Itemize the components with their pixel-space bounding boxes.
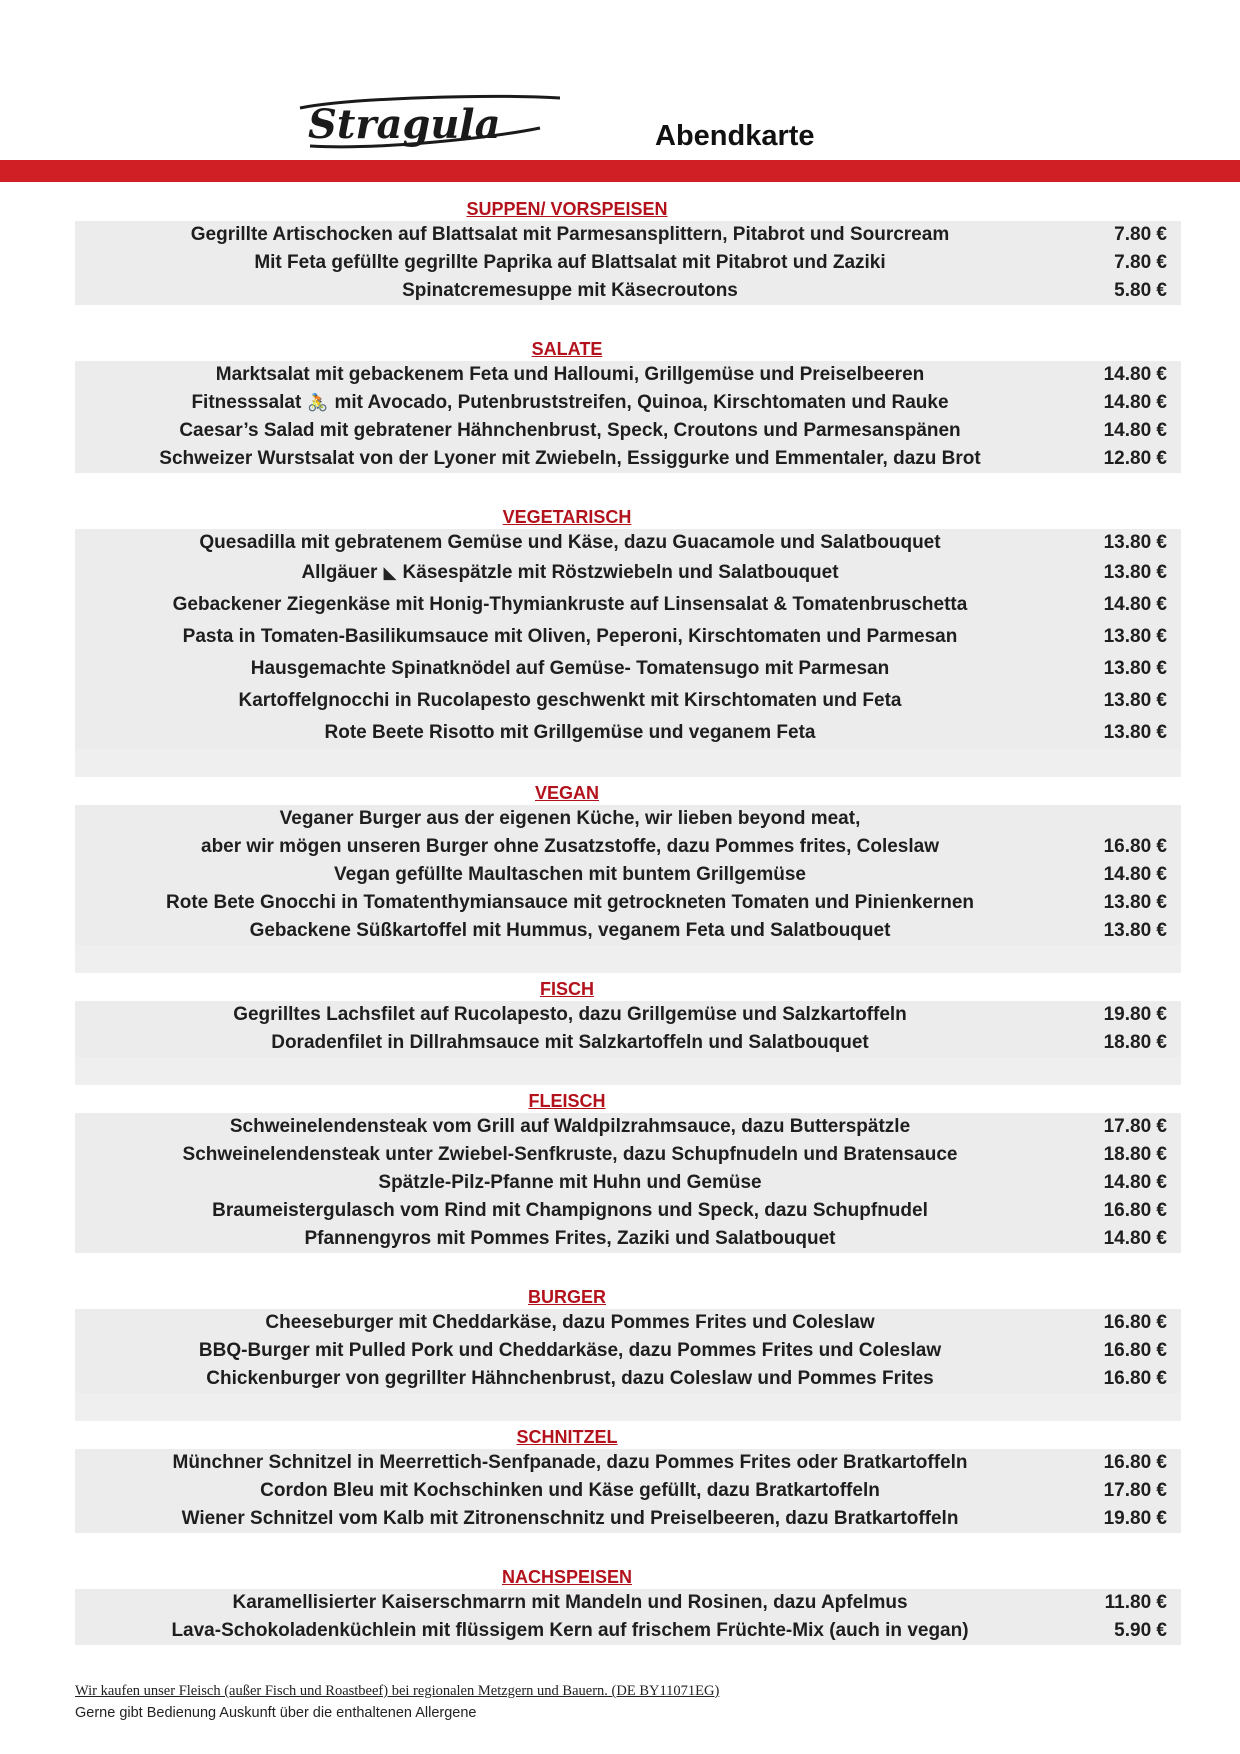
menu-item [75,917,1181,945]
menu-item [75,589,1181,621]
menu-item-price: 16.80 € [1103,1200,1167,1221]
menu-item-name: Doradenfilet in Dillrahmsauce mit Salzkartoffeln und Salatbouquet [271,1032,869,1053]
section-spacer [75,945,1181,973]
menu-item-price: 12.80 € [1103,448,1167,469]
menu-item-price: 13.80 € [1103,626,1167,647]
menu-item [75,1225,1181,1253]
section-heading-row [75,1281,1181,1309]
menu-item-price: 13.80 € [1103,722,1167,743]
menu-item-name: Caesar’s Salad mit gebratener Hähnchenbrust, Speck, Croutons und Parmesanspänen [179,420,961,441]
menu-item-name: Rote Beete Risotto mit Grillgemüse und veganem Feta [324,722,816,743]
menu-item-name: Wiener Schnitzel vom Kalb mit Zitronenschnitz und Preiselbeeren, dazu Bratkartoffeln [181,1508,959,1529]
menu-item-name: Gebackene Süßkartoffel mit Hummus, veganem Feta und Salatbouquet [249,920,891,941]
menu-item [75,445,1181,473]
menu-item [75,1449,1181,1477]
section-heading: SUPPEN/ VORSPEISEN [466,199,668,219]
menu-item-name: Gegrilltes Lachsfilet auf Rucolapesto, dazu Grillgemüse und Salzkartoffeln [233,1004,907,1025]
page-title: Abendkarte [655,120,815,152]
menu-item-name-part: mit Avocado, Putenbruststreifen, Quinoa, Kirschtomaten und Rauke [334,392,949,413]
section-spacer [75,1057,1181,1085]
menu-item [75,417,1181,445]
menu-item [75,1113,1181,1141]
menu-item-name [75,557,1065,589]
section-heading-row [75,333,1181,361]
section-heading: VEGETARISCH [502,507,632,527]
menu-item-name: Gebackener Ziegenkäse mit Honig-Thymiankruste auf Linsensalat & Tomatenbruschetta [172,594,968,615]
menu-item-price: 14.80 € [1103,420,1167,441]
menu-item-name: Karamellisierter Kaiserschmarrn mit Mandeln und Rosinen, dazu Apfelmus [232,1592,908,1613]
menu-item-name: Schweizer Wurstsalat von der Lyoner mit Zwiebeln, Essiggurke und Emmentaler, dazu Brot [159,448,981,469]
section-heading-row [75,777,1181,805]
section-spacer [75,749,1181,777]
menu-item-name: Kartoffelgnocchi in Rucolapesto geschwenkt mit Kirschtomaten und Feta [238,690,902,711]
menu-item-price: 14.80 € [1103,1228,1167,1249]
section-heading: FLEISCH [528,1091,606,1111]
section-spacer [75,1393,1181,1421]
menu-item [75,1617,1181,1645]
cyclist-icon: 🚴 [307,393,329,412]
menu-item-name: BBQ-Burger mit Pulled Pork und Cheddarkäse, dazu Pommes Frites und Coleslaw [198,1340,942,1361]
menu-item [75,389,1181,417]
menu-item-price: 13.80 € [1103,658,1167,679]
menu-item-price: 13.80 € [1103,690,1167,711]
menu-item-name: Braumeistergulasch vom Rind mit Champignons und Speck, dazu Schupfnudel [212,1200,928,1221]
menu-item-name: Pasta in Tomaten-Basilikumsauce mit Oliven, Peperoni, Kirschtomaten und Parmesan [182,626,958,647]
menu-item [75,1197,1181,1225]
svg-text:Stragula: Stragula [308,101,501,148]
menu-item-name: Cheeseburger mit Cheddarkäse, dazu Pommes Frites und Coleslaw [265,1312,875,1333]
menu-item-name-part: Fitnesssalat [191,392,302,413]
menu-item-name-part: Käsespätzle mit Röstzwiebeln und Salatbouquet [402,562,839,583]
menu-item [75,653,1181,685]
menu-item-price: 17.80 € [1103,1116,1167,1137]
restaurant-logo [290,88,570,160]
menu-item-price: 16.80 € [1103,1340,1167,1361]
menu-item-name: Schweinelendensteak unter Zwiebel-Senfkruste, dazu Schupfnudeln und Bratensauce [182,1144,958,1165]
section-heading-row [75,1085,1181,1113]
menu-item-price: 18.80 € [1103,1144,1167,1165]
section-spacer [75,1253,1181,1281]
menu-list [75,193,1181,1645]
menu-item-name: Marktsalat mit gebackenem Feta und Halloumi, Grillgemüse und Preiselbeeren [215,364,925,385]
menu-item-price: 13.80 € [1103,892,1167,913]
menu-item-price: 19.80 € [1103,1004,1167,1025]
logo-wordmark [290,88,570,160]
section-heading-row [75,501,1181,529]
menu-item-price: 16.80 € [1103,1368,1167,1389]
section-heading: FISCH [540,979,594,999]
menu-item-price: 11.80 € [1104,1592,1167,1613]
menu-item [75,861,1181,889]
menu-item [75,1141,1181,1169]
menu-item [75,361,1181,389]
section-heading: NACHSPEISEN [501,1567,633,1587]
menu-item [75,685,1181,717]
menu-item-price: 7.80 € [1114,224,1167,245]
menu-item [75,833,1181,861]
menu-item-name: Rote Bete Gnocchi in Tomatenthymiansauce mit getrockneten Tomaten und Pinienkernen [166,892,974,913]
section-heading: BURGER [527,1287,606,1307]
menu-item-name: Spinatcremesuppe mit Käsecroutons [402,280,738,301]
menu-item-name [75,389,1065,417]
menu-item-price: 16.80 € [1103,1312,1167,1333]
menu-item-price: 16.80 € [1103,1452,1167,1473]
menu-item [75,1001,1181,1029]
menu-item-name: Vegan gefüllte Maultaschen mit buntem Grillgemüse [334,864,806,885]
section-heading-row [75,973,1181,1001]
menu-item [75,1169,1181,1197]
menu-item-name: Cordon Bleu mit Kochschinken und Käse gefüllt, dazu Bratkartoffeln [260,1480,880,1501]
menu-item [75,1337,1181,1365]
menu-item-name: Lava-Schokoladenküchlein mit flüssigem Kern auf frischem Früchte-Mix (auch in vegan) [171,1620,969,1641]
menu-item-name: Pfannengyros mit Pommes Frites, Zaziki und Salatbouquet [304,1228,836,1249]
section-spacer [75,473,1181,501]
menu-item [75,249,1181,277]
menu-item-name: Münchner Schnitzel in Meerrettich-Senfpanade, dazu Pommes Frites oder Bratkartoffeln [172,1452,968,1473]
section-spacer [75,1533,1181,1561]
menu-item [75,1309,1181,1337]
cheese-icon: ◣ [383,563,397,582]
menu-item-price: 18.80 € [1103,1032,1167,1053]
section-heading: SCHNITZEL [516,1427,618,1447]
menu-item [75,557,1181,589]
menu-item [75,277,1181,305]
menu-item [75,221,1181,249]
menu-item [75,1029,1181,1057]
menu-item-name: Mit Feta gefüllte gegrillte Paprika auf Blattsalat mit Pitabrot und Zaziki [254,252,886,273]
menu-item-price: 17.80 € [1103,1480,1167,1501]
menu-item-price: 14.80 € [1103,392,1167,413]
section-heading-row [75,1561,1181,1589]
menu-item-name: Spätzle-Pilz-Pfanne mit Huhn und Gemüse [378,1172,762,1193]
menu-item [75,529,1181,557]
menu-item [75,1589,1181,1617]
menu-item-price: 14.80 € [1103,864,1167,885]
menu-item [75,1505,1181,1533]
section-heading: SALATE [531,339,603,359]
menu-item-name: Veganer Burger aus der eigenen Küche, wir lieben beyond meat, [279,808,861,829]
menu-item-name: aber wir mögen unseren Burger ohne Zusatzstoffe, dazu Pommes frites, Coleslaw [201,836,939,857]
menu-item-name: Quesadilla mit gebratenem Gemüse und Käse, dazu Guacamole und Salatbouquet [199,532,941,553]
header-red-bar [0,160,1240,182]
menu-item-name: Gegrillte Artischocken auf Blattsalat mit Parmesansplittern, Pitabrot und Sourcream [190,224,950,245]
menu-item [75,805,1181,833]
section-heading: VEGAN [534,783,599,803]
menu-item [75,717,1181,749]
menu-item-price: 14.80 € [1103,594,1167,615]
menu-item-price: 13.80 € [1103,920,1167,941]
menu-item [75,1365,1181,1393]
menu-item-price: 7.80 € [1114,252,1167,273]
menu-item-price: 19.80 € [1103,1508,1167,1529]
menu-item-price: 14.80 € [1103,1172,1167,1193]
menu-item-price: 14.80 € [1103,364,1167,385]
menu-item [75,889,1181,917]
menu-item [75,1477,1181,1505]
menu-item-name: Chickenburger von gegrillter Hähnchenbrust, dazu Coleslaw und Pommes Frites [206,1368,934,1389]
section-spacer [75,305,1181,333]
menu-item-name: Schweinelendensteak vom Grill auf Waldpilzrahmsauce, dazu Butterspätzle [229,1116,911,1137]
menu-item [75,621,1181,653]
menu-item-price: 16.80 € [1103,836,1167,857]
menu-item-price: 5.90 € [1114,1620,1167,1641]
menu-item-price: 5.80 € [1114,280,1167,301]
menu-item-price: 13.80 € [1103,562,1167,583]
footer [75,1681,719,1725]
section-heading-row [75,1421,1181,1449]
section-heading-row [75,193,1181,221]
menu-item-price: 13.80 € [1103,532,1167,553]
menu-item-name: Hausgemachte Spinatknödel auf Gemüse- Tomatensugo mit Parmesan [250,658,890,679]
sourcing-note: Wir kaufen unser Fleisch (außer Fisch und Roastbeef) bei regionalen Metzgern und Bauern. (DE BY11071EG) [75,1683,720,1699]
allergen-note: Gerne gibt Bedienung Auskunft über die enthaltenen Allergene [75,1705,477,1721]
menu-item-name-part: Allgäuer [301,562,378,583]
